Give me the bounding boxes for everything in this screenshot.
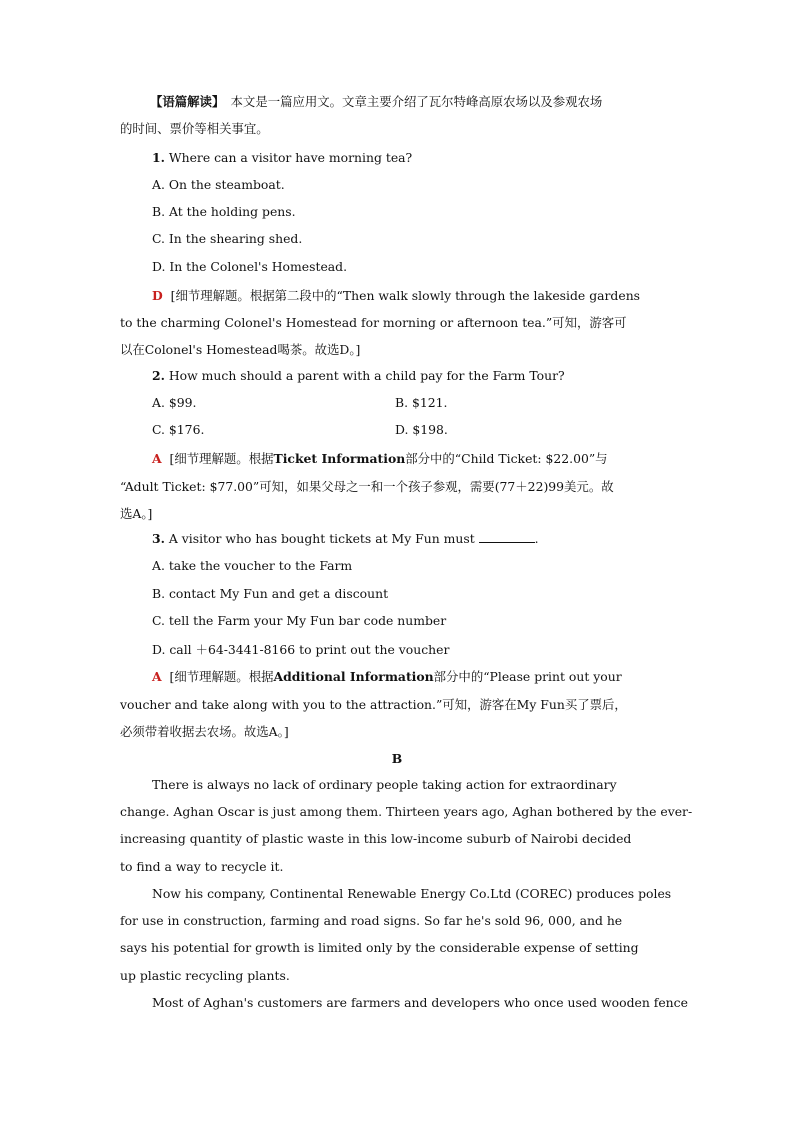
question-3-option-c: C. tell the Farm your My Fun bar code number xyxy=(152,613,447,628)
question-3-option-b: B. contact My Fun and get a discount xyxy=(152,586,389,601)
question-1-option-d: D. In the Colonel's Homestead. xyxy=(152,259,348,274)
question-1-option-b: B. At the holding pens. xyxy=(152,204,296,219)
question-1-option-a: A. On the steamboat. xyxy=(152,177,285,192)
question-3-explanation-1: A [细节理解题。根据Additional Information部分中的“Please print out your xyxy=(152,669,622,684)
reading-summary-line-1 xyxy=(150,92,602,110)
question-1-stem: 1. Where can a visitor have morning tea? xyxy=(152,150,413,165)
passage-line: up plastic recycling plants. xyxy=(120,968,290,983)
question-2-explanation-3: 选A。] xyxy=(120,506,153,521)
question-1-explanation-3: 以在Colonel's Homestead喝茶。故选D。] xyxy=(120,342,361,357)
passage-line: increasing quantity of plastic waste in this low-income suburb of Nairobi decided xyxy=(120,831,632,846)
question-2-explanation-2: “Adult Ticket: $77.00”可知，如果父母之一和一个孩子参观，需要(77＋22)99美元。故 xyxy=(120,479,614,494)
question-1-explanation-1: D [细节理解题。根据第二段中的“Then walk slowly through the lakeside gardens xyxy=(152,288,641,303)
question-3-option-d: D. call ＋64-3441-8166 to print out the voucher xyxy=(152,642,450,657)
passage-line: change. Aghan Oscar is just among them. Thirteen years ago, Aghan bothered by the ever- xyxy=(120,804,693,819)
question-3-option-a: A. take the voucher to the Farm xyxy=(152,558,353,573)
answer-blank xyxy=(479,531,535,543)
question-1-answer: D xyxy=(152,288,163,303)
question-2-option-b: B. $121. xyxy=(395,395,448,410)
question-1-explanation-2: to the charming Colonel's Homestead for morning or afternoon tea.”可知，游客可 xyxy=(120,315,627,330)
summary-tag: 【语篇解读】 xyxy=(150,94,219,109)
question-2-answer: A xyxy=(152,451,162,466)
passage-line: There is always no lack of ordinary people taking action for extraordinary xyxy=(152,777,617,792)
question-2-explanation-1: A [细节理解题。根据Ticket Information部分中的“Child Ticket: $22.00”与 xyxy=(152,451,608,466)
question-2-option-c: C. $176. xyxy=(152,422,205,437)
question-1-option-c: C. In the shearing shed. xyxy=(152,231,303,246)
passage-line: Now his company, Continental Renewable Energy Co.Ltd (COREC) produces poles xyxy=(152,886,672,901)
question-3-explanation-2: voucher and take along with you to the attraction.”可知，游客在My Fun买了票后， xyxy=(120,697,627,712)
summary-text: 本文是一篇应用文。文章主要介绍了瓦尔特峰高原农场以及参观农场 xyxy=(218,94,603,109)
passage-line: says his potential for growth is limited only by the considerable expense of setting xyxy=(120,940,639,955)
question-2-stem: 2. How much should a parent with a child pay for the Farm Tour? xyxy=(152,368,565,383)
passage-line: to find a way to recycle it. xyxy=(120,859,284,874)
question-3-stem: 3. A visitor who has bought tickets at My Fun must . xyxy=(152,531,539,546)
section-title: B xyxy=(391,751,403,766)
question-3-answer: A xyxy=(152,669,162,684)
reading-summary-line-2: 的时间、票价等相关事宜。 xyxy=(120,121,269,136)
question-3-explanation-3: 必须带着收据去农场。故选A。] xyxy=(120,724,289,739)
passage-line: Most of Aghan's customers are farmers and developers who once used wooden fence xyxy=(152,995,688,1010)
question-2-option-a: A. $99. xyxy=(152,395,197,410)
passage-line: for use in construction, farming and road signs. So far he's sold 96, 000, and he xyxy=(120,913,623,928)
question-2-option-d: D. $198. xyxy=(395,422,448,437)
